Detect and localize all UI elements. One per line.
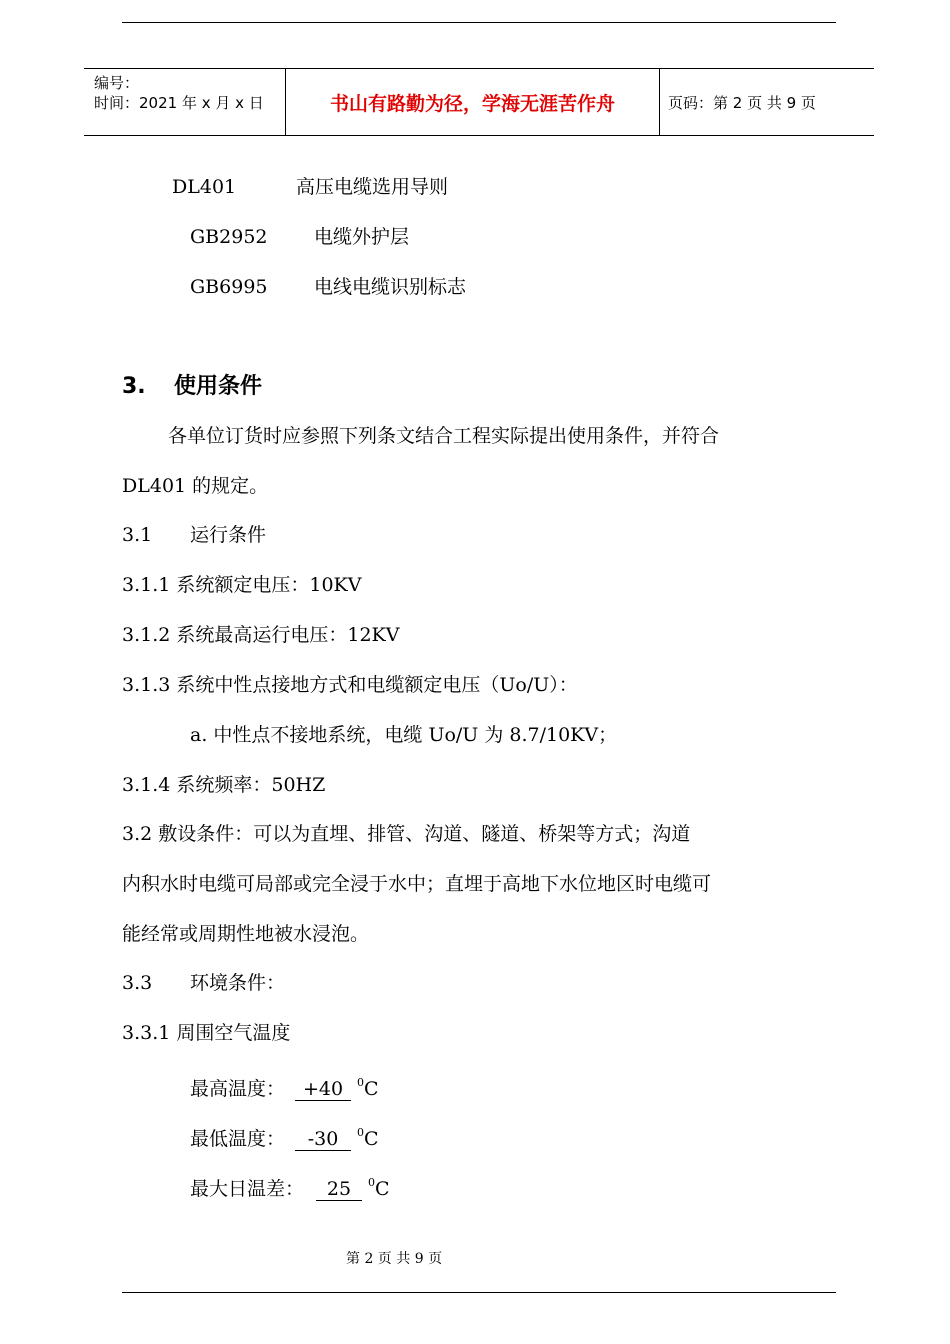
degree-sup: 0 (368, 1176, 376, 1189)
standard-title: 高压电缆选用导则 (296, 176, 449, 198)
item-max-voltage: 3.1.2 系统最高运行电压：12KV (122, 624, 400, 646)
item-grounding-a: a. 中性点不接地系统，电缆 Uo/U 为 8.7/10KV； (190, 724, 618, 746)
section-title: 使用条件 (174, 374, 263, 399)
item-frequency: 3.1.4 系统频率：50HZ (122, 774, 326, 796)
standard-code: GB6995 (190, 276, 268, 298)
temperature-label: 最低温度： (190, 1128, 286, 1150)
degree-sup: 0 (357, 1126, 365, 1139)
item-grounding: 3.1.3 系统中性点接地方式和电缆额定电压（Uo/U）： (122, 674, 578, 696)
temperature-row (190, 1120, 379, 1152)
degree-sup: 0 (357, 1076, 365, 1089)
temperature-value: 25 (316, 1178, 362, 1201)
bottom-rule (122, 1292, 836, 1293)
standard-title: 电缆外护层 (314, 226, 410, 248)
temperature-label: 最大日温差： (190, 1178, 305, 1200)
laying-conditions-line: 能经常或周期性地被水浸泡。 (122, 923, 370, 945)
temperature-unit: C (375, 1178, 390, 1200)
header-meta-cell (84, 69, 286, 135)
number-label: 编号： (94, 74, 140, 92)
intro-paragraph-line: DL401 的规定。 (122, 475, 269, 497)
time-label: 时间：2021 年 x 月 x 日 (94, 94, 264, 112)
motto-cell (286, 69, 660, 135)
temperature-label: 最高温度： (190, 1078, 286, 1100)
subsection-title: 运行条件 (190, 524, 267, 546)
subsection-number: 3.3 (122, 972, 153, 994)
temperature-row (190, 1170, 390, 1202)
page-number-cell (660, 69, 874, 135)
item-rated-voltage: 3.1.1 系统额定电压：10KV (122, 574, 362, 596)
header-table (84, 68, 874, 136)
subsection-number: 3.1 (122, 524, 153, 546)
standard-code: DL401 (172, 176, 237, 198)
motto-text: 书山有路勤为径，学海无涯苦作舟 (329, 92, 615, 115)
temperature-value: +40 (295, 1078, 351, 1101)
standard-title: 电线电缆识别标志 (314, 276, 467, 298)
laying-conditions-line: 内积水时电缆可局部或完全浸于水中；直埋于高地下水位地区时电缆可 (122, 873, 712, 895)
temperature-unit: C (364, 1128, 379, 1150)
footer-page-number: 第 2 页 共 9 页 (346, 1251, 443, 1267)
item-air-temperature: 3.3.1 周围空气温度 (122, 1022, 291, 1044)
temperature-value: -30 (295, 1128, 351, 1151)
subsection-title: 环境条件： (190, 972, 286, 994)
section-number: 3. (122, 374, 146, 399)
standard-code: GB2952 (190, 226, 268, 248)
laying-conditions-line: 3.2 敷设条件：可以为直埋、排管、沟道、隧道、桥架等方式；沟道 (122, 823, 691, 845)
page-label: 页码：第 2 页 共 9 页 (668, 93, 816, 112)
temperature-row (190, 1070, 379, 1102)
top-rule (122, 22, 836, 23)
temperature-unit: C (364, 1078, 379, 1100)
intro-paragraph-line: 各单位订货时应参照下列条文结合工程实际提出使用条件，并符合 (168, 425, 720, 447)
